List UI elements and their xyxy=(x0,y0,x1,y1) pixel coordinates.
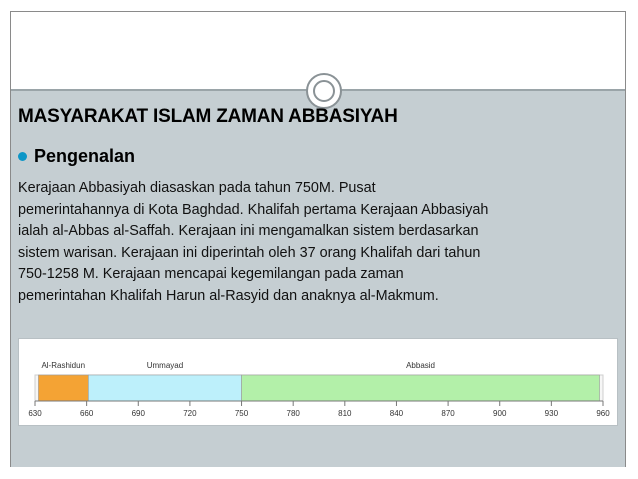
timeline-graphic xyxy=(19,339,617,425)
paragraph-line: ialah al-Abbas al-Saffah. Kerajaan ini mengamalkan sistem berdasarkan xyxy=(18,223,479,240)
period-bar-ummayad xyxy=(88,375,241,401)
period-label: Al-Rashidun xyxy=(41,361,86,370)
axis-tick-label: 720 xyxy=(183,409,197,418)
paragraph-line: Kerajaan Abbasiyah diasaskan pada tahun 750M. Pusat xyxy=(18,180,376,196)
decorative-inner-ring xyxy=(313,80,335,102)
axis-tick-label: 780 xyxy=(286,409,300,418)
paragraph-line: pemerintahan Khalifah Harun al-Rasyid dan anaknya al-Makmum. xyxy=(18,287,439,304)
intro-paragraph xyxy=(18,178,618,308)
slide-title: MASYARAKAT ISLAM ZAMAN ABBASIYAH xyxy=(18,106,398,127)
axis-tick-label: 960 xyxy=(596,409,610,418)
axis-tick-label: 840 xyxy=(389,409,404,418)
period-bar-abbasid xyxy=(242,375,600,401)
axis-tick-label: 900 xyxy=(493,409,507,418)
period-label: Ummayad xyxy=(146,361,184,370)
axis-tick-label: 930 xyxy=(544,409,559,418)
bullet-item xyxy=(18,146,135,167)
paragraph-line: pemerintahannya di Kota Baghdad. Khalifah pertama Kerajaan Abbasiyah xyxy=(18,201,489,218)
caliphate-timeline xyxy=(18,338,618,426)
axis-tick-label: 750 xyxy=(234,409,249,418)
paragraph-line: 750-1258 M. Kerajaan mencapai kegemilangan pada zaman xyxy=(18,266,404,283)
axis-tick-label: 690 xyxy=(131,409,145,418)
axis-tick-label: 870 xyxy=(441,409,455,418)
axis-tick-label: 660 xyxy=(79,409,94,418)
period-label: Abbasid xyxy=(406,361,436,370)
paragraph-line: sistem warisan. Kerajaan ini diperintah oleh 37 orang Khalifah dari tahun xyxy=(18,244,481,261)
axis-tick-label: 810 xyxy=(338,409,352,418)
decorative-circle-icon xyxy=(306,73,342,109)
bullet-label: Pengenalan xyxy=(34,146,136,166)
axis-tick-label: 630 xyxy=(28,409,42,418)
period-bar-al-rashidun xyxy=(38,375,88,401)
bullet-dot-icon xyxy=(18,152,27,161)
